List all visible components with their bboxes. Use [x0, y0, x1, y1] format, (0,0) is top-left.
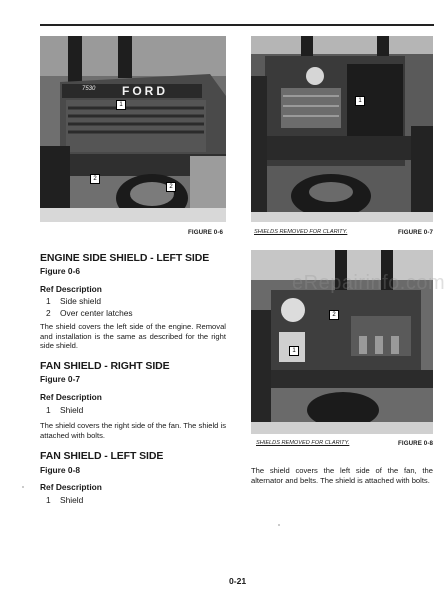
right-paragraph: The shield covers the left side of the fan, the alternator and belts. The shield is attached with bolts. — [251, 466, 433, 485]
section-heading: FAN SHIELD - LEFT SIDE — [40, 450, 164, 462]
callout-2b: 2 — [166, 182, 176, 192]
figure-0-7-caption: SHIELDS REMOVED FOR CLARITY. — [254, 229, 348, 235]
figure-0-6-photo — [40, 36, 226, 222]
ref-item — [46, 405, 83, 415]
figure-0-7-label: FIGURE 0-7 — [398, 229, 434, 236]
callout-1: 1 — [116, 100, 126, 110]
ref-text: Shield — [60, 495, 84, 505]
ref-num: 1 — [46, 405, 51, 415]
callout-1: 1 — [355, 96, 365, 106]
model-badge: 7530 — [82, 86, 96, 92]
ref-item — [46, 495, 83, 505]
ref-item — [46, 296, 101, 306]
ref-num: 1 — [46, 296, 51, 306]
callout-2: 2 — [329, 310, 339, 320]
ford-logo: FORD — [122, 84, 168, 98]
top-rule — [40, 24, 434, 26]
ref-num: 1 — [46, 495, 51, 505]
figure-reference: Figure 0-6 — [40, 266, 81, 276]
callout-1: 1 — [289, 346, 299, 356]
figure-0-8-label: FIGURE 0-8 — [398, 440, 434, 447]
ref-text: Side shield — [60, 296, 101, 306]
ref-header: Ref Description — [40, 482, 102, 492]
callout-2: 2 — [90, 174, 100, 184]
section-heading: FAN SHIELD - RIGHT SIDE — [40, 360, 170, 372]
ref-text: Shield — [60, 405, 84, 415]
ref-header: Ref Description — [40, 284, 102, 294]
page-number: 0-21 — [229, 576, 247, 586]
scan-speck — [22, 486, 24, 488]
figure-0-8-caption: SHIELDS REMOVED FOR CLARITY. — [256, 440, 350, 446]
section-heading: ENGINE SIDE SHIELD - LEFT SIDE — [40, 252, 210, 264]
section-paragraph: The shield covers the left side of the engine. Removal and installation is the same as described for the right side shield. — [40, 322, 226, 351]
section-paragraph: The shield covers the right side of the fan. The shield is attached with bolts. — [40, 421, 226, 440]
ref-item — [46, 308, 133, 318]
watermark: eRepairinfo.com — [292, 272, 446, 294]
ref-text: Over center latches — [60, 308, 133, 318]
scan-speck — [278, 524, 280, 526]
figure-0-7-photo — [251, 36, 433, 222]
figure-0-6-label: FIGURE 0-6 — [188, 229, 224, 236]
figure-reference: Figure 0-7 — [40, 374, 81, 384]
ref-num: 2 — [46, 308, 51, 318]
figure-reference: Figure 0-8 — [40, 465, 81, 475]
ref-header: Ref Description — [40, 392, 102, 402]
